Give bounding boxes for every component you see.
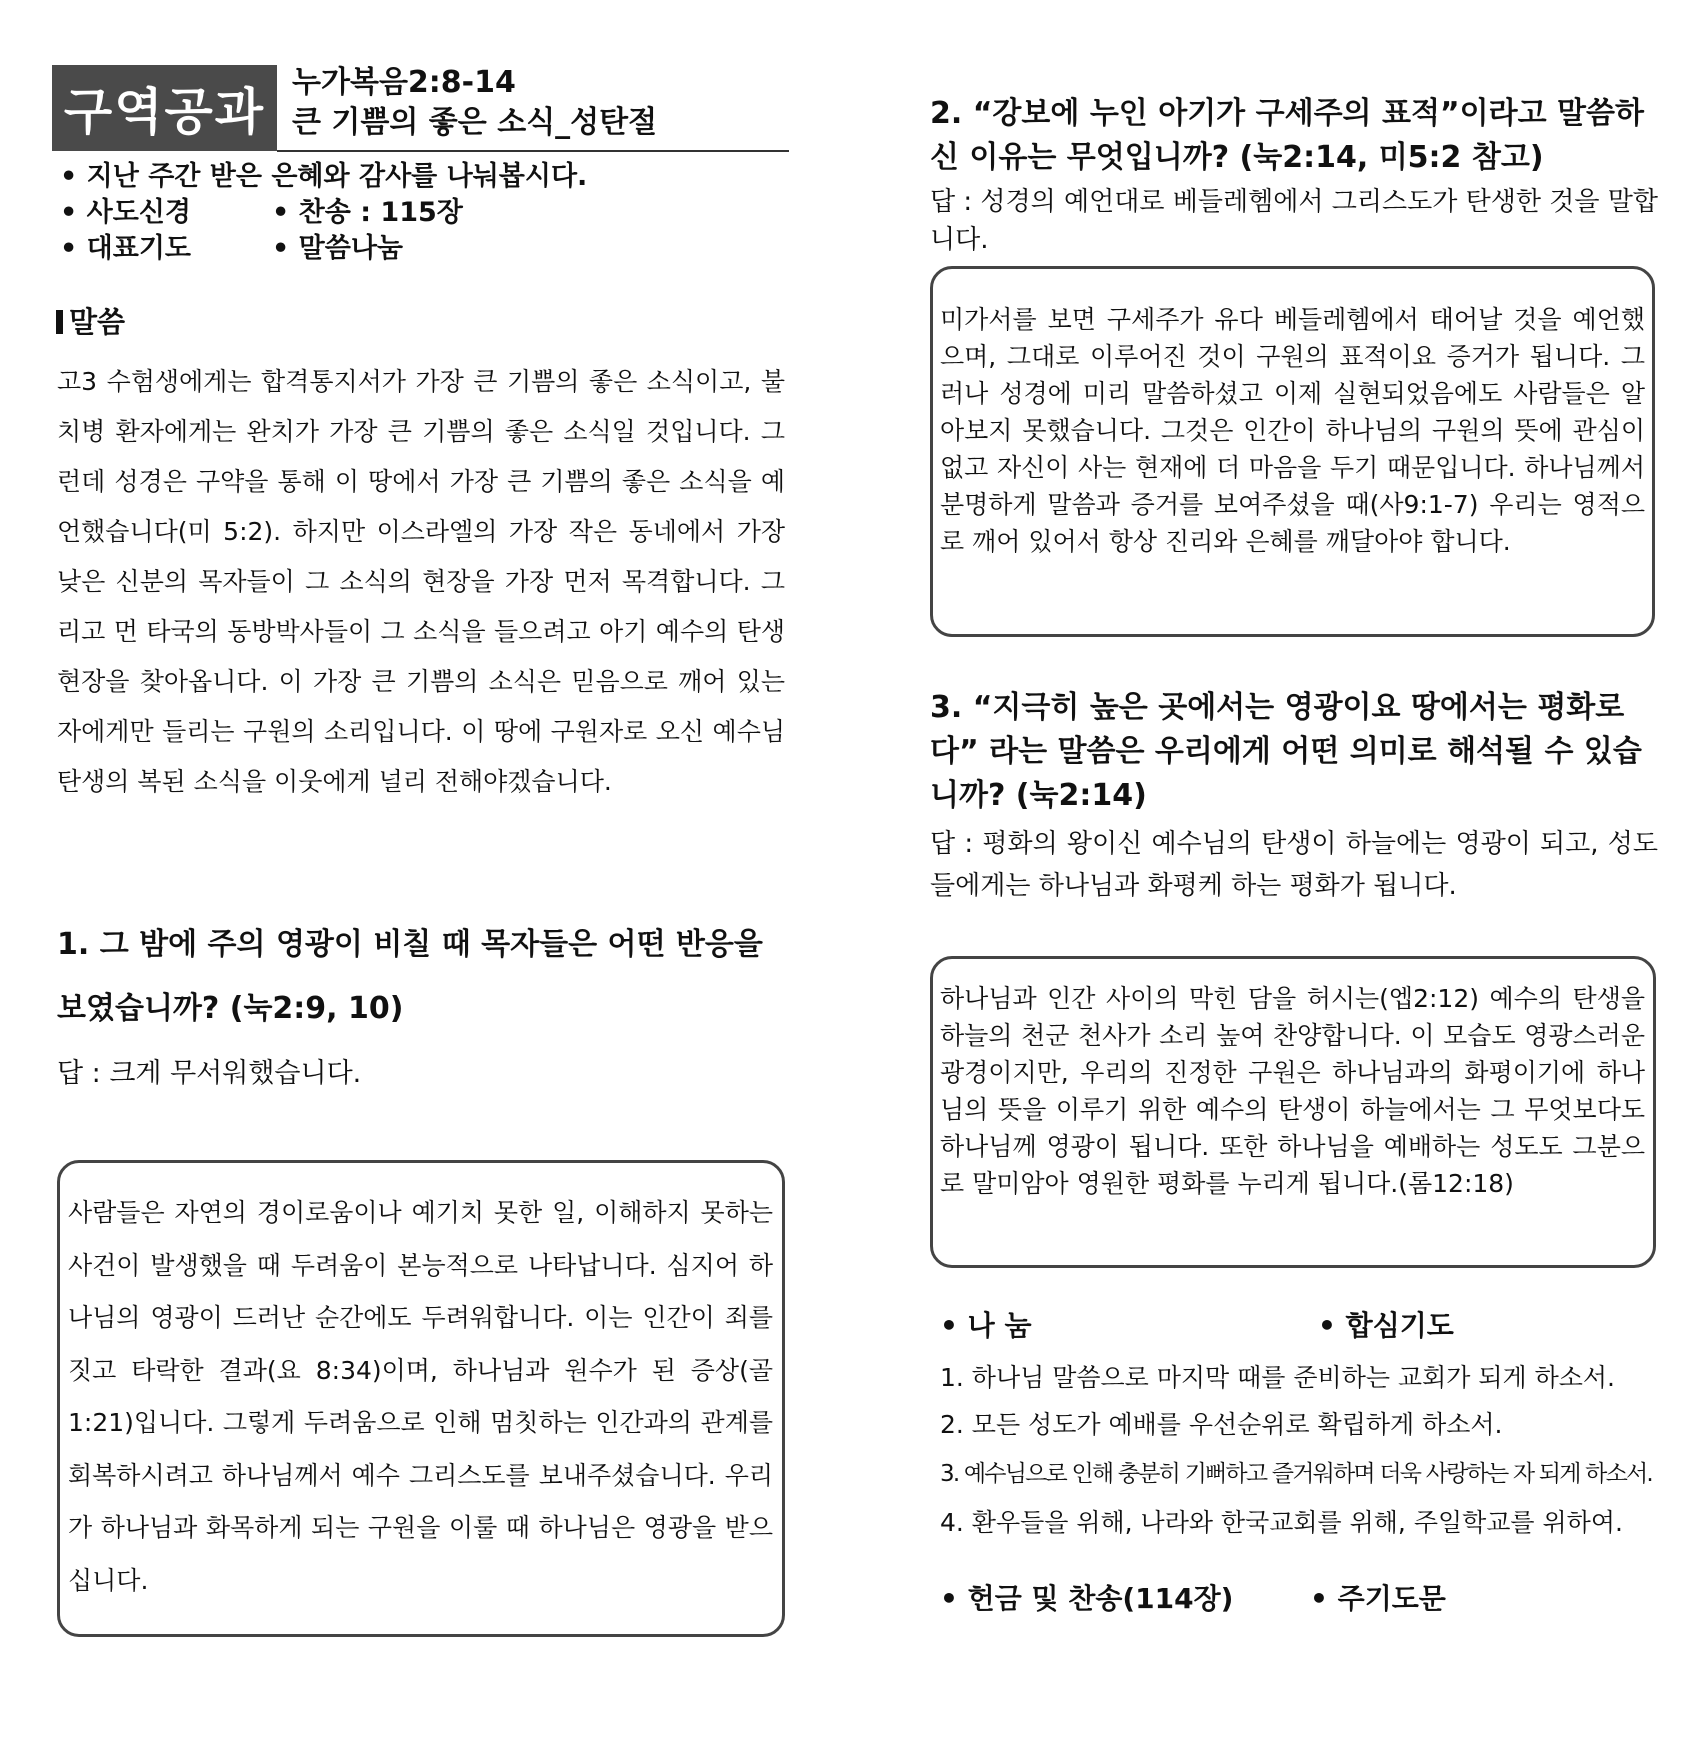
order-item-sharing: • 말씀나눔 (272, 233, 403, 264)
prayer-item-1: 1. 하나님 말씀으로 마지막 때를 준비하는 교회가 되게 하소서. (940, 1363, 1615, 1392)
lesson-title: 큰 기쁨의 좋은 소식_성탄절 (292, 105, 658, 140)
commentary-text-3: 하나님과 인간 사이의 막힌 담을 허시는(엡2:12) 예수의 탄생을 하늘의 천군 천사가 소리 높여 찬양합니다. 이 모습도 영광스러운 광경이지만, 우리의 진정한 구원은 하나님과의 화평이기에 하나님의 뜻을 이루기 위한 예수의 탄생이 하늘에서는 그 무엇보다도 하나님께 영광이 됩니다. 또한 하나님을 예배하는 성도도 그분으로 말미암아 영원한 평화를 누리게 됩니다.(롬12:18) (940, 984, 1645, 1198)
question-2: 2. “강보에 누인 아기가 구세주의 표적”이라고 말씀하신 이유는 무엇입니까? (눅2:14, 미5:2 참고) (930, 96, 1644, 175)
sharing-label: • 나 눔 (940, 1309, 1032, 1342)
sermon-heading: 말씀 (56, 300, 125, 341)
order-item-thanks: • 지난 주간 받은 은혜와 감사를 나눠봅시다. (60, 161, 588, 192)
prayer-item-4: 4. 환우들을 위해, 나라와 한국교회를 위해, 주일학교를 위하여. (940, 1508, 1623, 1537)
lesson-badge: 구역공과 (52, 65, 277, 151)
order-item-prayer: • 대표기도 (60, 233, 191, 264)
answer-2: 답 : 성경의 예언대로 베들레헴에서 그리스도가 탄생한 것을 말합니다. (930, 187, 1658, 255)
offering-label: • 헌금 및 찬송(114장) (940, 1582, 1234, 1615)
prayer-title: • 합심기도 (1318, 1309, 1454, 1342)
answer-1: 답 : 크게 무서워했습니다. (57, 1058, 362, 1089)
lords-prayer-label: • 주기도문 (1310, 1582, 1446, 1615)
commentary-text-1: 사람들은 자연의 경이로움이나 예기치 못한 일, 이해하지 못하는 사건이 발생했을 때 두려움이 본능적으로 나타납니다. 심지어 하나님의 영광이 드러난 순간에도 두려워합니다. 이는 인간이 죄를 짓고 타락한 결과(요 8:34)이며, 하나님과 원수가 된 증상(골 1:21)입니다. 그렇게 두려움으로 인해 멈칫하는 인간과의 관계를 회복하시려고 하나님께서 예수 그리스도를 보내주셨습니다. 우리가 하나님과 화목하게 되는 구원을 이룰 때 하나님은 영광을 받으십니다. (68, 1198, 773, 1595)
question-3: 3. “지극히 높은 곳에서는 영광이요 땅에서는 평화로다” 라는 말씀은 우리에게 어떤 의미로 해석될 수 있습니까? (눅2:14) (930, 690, 1642, 813)
header-divider (277, 150, 789, 152)
lesson-header (52, 63, 789, 153)
order-item-hymn: • 찬송 : 115장 (272, 197, 463, 228)
answer-3: 답 : 평화의 왕이신 예수님의 탄생이 하늘에는 영광이 되고, 성도들에게는 하나님과 화평케 하는 평화가 됩니다. (930, 829, 1658, 901)
scripture-passage: 누가복음2:8-14 (292, 65, 516, 100)
sermon-body: 고3 수험생에게는 합격통지서가 가장 큰 기쁨의 좋은 소식이고, 불치병 환자에게는 완치가 가장 큰 기쁨의 좋은 소식일 것입니다. 그런데 성경은 구약을 통해 이 땅에서 가장 큰 기쁨의 좋은 소식을 예언했습니다(미 5:2). 하지만 이스라엘의 가장 작은 동네에서 가장 낮은 신분의 목자들이 그 소식의 현장을 가장 먼저 목격합니다. 그리고 먼 타국의 동방박사들이 그 소식을 들으려고 아기 예수의 탄생 현장을 찾아옵니다. 이 가장 큰 기쁨의 소식은 믿음으로 깨어 있는 자에게만 들리는 구원의 소리입니다. 이 땅에 구원자로 오신 예수님 탄생의 복된 소식을 이웃에게 널리 전해야겠습니다. (57, 367, 785, 796)
lesson-title-block (292, 63, 657, 143)
heading-marker (56, 310, 63, 334)
prayer-item-3: 3. 예수님으로 인해 충분히 기뻐하고 즐거워하며 더욱 사랑하는 자 되게 하소서. (940, 1461, 1652, 1487)
order-item-creed: • 사도신경 (60, 197, 191, 228)
prayer-item-2: 2. 모든 성도가 예배를 우선순위로 확립하게 하소서. (940, 1410, 1503, 1439)
question-1: 1. 그 밤에 주의 영광이 비칠 때 목자들은 어떤 반응을 보였습니까? (눅2:9, 10) (57, 927, 763, 1026)
commentary-text-2: 미가서를 보면 구세주가 유다 베들레헴에서 태어날 것을 예언했으며, 그대로 이루어진 것이 구원의 표적이요 증거가 됩니다. 그러나 성경에 미리 말씀하셨고 이제 실현되었음에도 사람들은 알아보지 못했습니다. 그것은 인간이 하나님의 구원의 뜻에 관심이 없고 자신이 사는 현재에 더 마음을 두기 때문입니다. 하나님께서 분명하게 말씀과 증거를 보여주셨을 때(사9:1-7) 우리는 영적으로 깨어 있어서 항상 진리와 은혜를 깨달아야 합니다. (940, 305, 1645, 556)
